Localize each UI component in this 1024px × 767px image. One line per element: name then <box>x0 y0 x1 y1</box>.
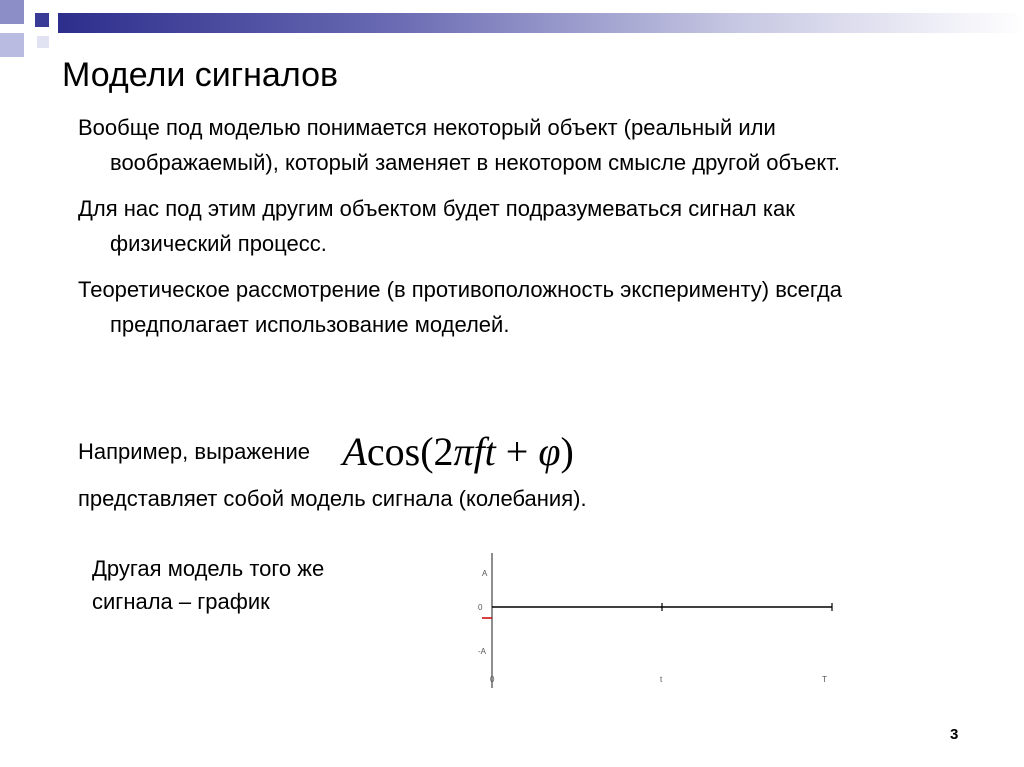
graph-tick-label: 0 <box>478 603 483 612</box>
graph-caption-line: сигнала – график <box>92 589 270 614</box>
header-gradient-bar <box>58 13 1024 33</box>
signal-formula <box>342 428 573 475</box>
paragraph-model-definition: Вообще под моделью понимается некоторый объект (реальный или воображаемый), который заменяет в некотором смысле другой объект. <box>78 115 840 175</box>
formula-phase: φ <box>538 429 561 474</box>
decor-square <box>35 13 49 27</box>
graph-tick-label: A <box>482 569 488 578</box>
graph-tick-label: t <box>660 675 663 684</box>
graph-caption <box>92 552 324 618</box>
decor-square <box>37 36 49 48</box>
slide-title: Модели сигналов <box>62 56 339 94</box>
example-text: Например, выражение <box>78 438 310 464</box>
signal-graph <box>470 548 850 698</box>
decor-square <box>0 33 24 57</box>
paragraph-theory-models: Теоретическое рассмотрение (в противоположность эксперименту) всегда предполагает использование моделей. <box>78 277 842 337</box>
paragraph-model-signal: представляет собой модель сигнала (колебания). <box>78 486 587 511</box>
formula-plus: + <box>495 429 539 474</box>
graph-tick-label: -A <box>478 647 486 656</box>
decor-square <box>0 0 24 24</box>
formula-pi: π <box>453 429 474 474</box>
formula-close: ) <box>560 429 574 474</box>
formula-cos: cos(2 <box>366 429 454 474</box>
page-number: 3 <box>950 726 959 743</box>
formula-ft: ft <box>473 429 496 474</box>
graph-caption-line: Другая модель того же <box>92 556 325 581</box>
slide-body <box>78 110 878 353</box>
graph-tick-label: 0 <box>490 675 495 684</box>
example-row <box>78 428 574 475</box>
graph-tick-label: T <box>822 675 827 684</box>
paragraph-signal-process: Для нас под этим другим объектом будет подразумеваться сигнал как физический процесс. <box>78 196 795 256</box>
formula-amplitude: A <box>342 429 367 474</box>
